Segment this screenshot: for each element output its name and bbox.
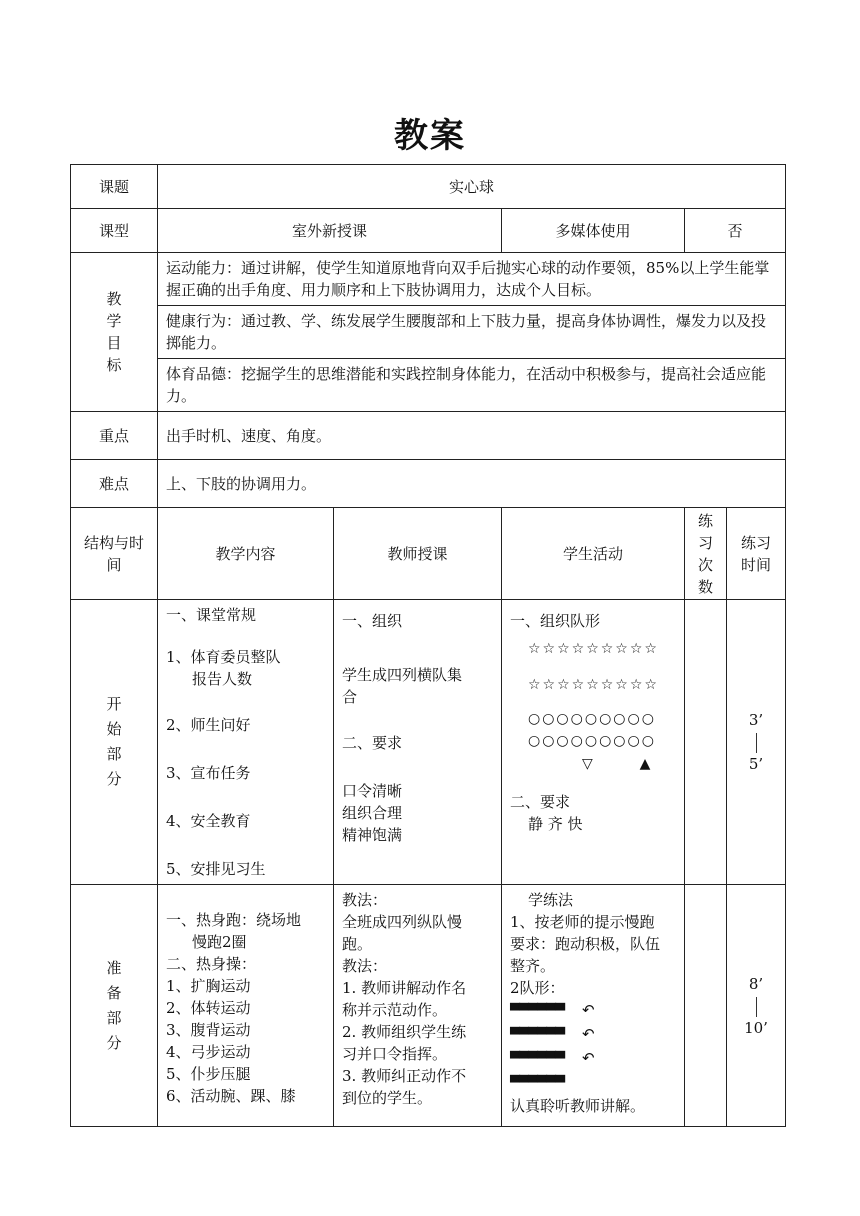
topic-row (71, 165, 786, 209)
difficulty-value: 上、下肢的协调用力。 (158, 460, 786, 508)
start-teacher-item: 精神饱满 (342, 826, 403, 844)
turn-arrow-icon: ↶ (582, 1001, 595, 1019)
start-content-item: 一、课堂常规 (166, 606, 257, 624)
prep-student-item: 学练法 (528, 891, 574, 909)
type-label: 课型 (71, 209, 158, 253)
goal-row-1 (71, 253, 786, 306)
prep-teacher (334, 885, 502, 1127)
time-range-bar (756, 997, 757, 1017)
start-label-text: 开始部分 (106, 695, 122, 788)
type-value: 室外新授课 (158, 209, 502, 253)
prep-student-item: 1、按老师的提示慢跑 (510, 913, 655, 931)
teacher-position-icon: ▽ (582, 756, 595, 772)
goal-health: 健康行为：通过教、学、练发展学生腰腹部和上下肢力量，提高身体协调性，爆发力以及投掷能力。 (158, 306, 786, 359)
header-row (71, 508, 786, 600)
header-practice-count-text: 练习次数 (697, 511, 713, 596)
start-content-item: 报告人数 (192, 670, 253, 688)
prep-student-item: 整齐。 (510, 957, 556, 975)
start-student-req: 二、要求 (510, 793, 571, 811)
header-structure (71, 508, 158, 600)
start-teacher-item: 合 (342, 688, 358, 706)
prep-content-item: 1、扩胸运动 (166, 977, 251, 995)
key-value: 出手时机、速度、角度。 (158, 412, 786, 460)
start-label (71, 600, 158, 885)
start-student (502, 600, 685, 885)
prep-student-end: 认真聆听教师讲解。 (510, 1097, 646, 1115)
goal-row-3 (71, 359, 786, 412)
formation-star-row: ☆☆☆☆☆☆☆☆☆ (528, 677, 659, 693)
page-title: 教案 (394, 116, 466, 156)
prep-practice-time (727, 885, 786, 1127)
prep-teacher-item: 跑。 (342, 935, 373, 953)
start-teacher-item: 口令清晰 (342, 782, 403, 800)
prep-teacher-item: 3. 教师纠正动作不 (342, 1067, 467, 1085)
start-section-row (71, 600, 786, 885)
turn-arrow-icon: ↶ (582, 1049, 595, 1067)
prep-label (71, 885, 158, 1127)
column-formation-row: ▀▀▀▀▀▀ (510, 1004, 564, 1019)
start-practice-time (727, 600, 786, 885)
prep-content-item: 6、活动腕、踝、膝 (166, 1087, 296, 1105)
formation-star-row: ☆☆☆☆☆☆☆☆☆ (528, 641, 659, 657)
start-teacher-item: 一、组织 (342, 612, 403, 630)
start-content (158, 600, 334, 885)
prep-content-item: 慢跑2圈 (192, 933, 247, 951)
prep-label-text: 准备部分 (106, 958, 122, 1052)
prep-time-from: 8’ (748, 974, 764, 993)
header-practice-time (727, 508, 786, 600)
start-content-item: 2、师生问好 (166, 716, 251, 734)
start-teacher-item: 二、要求 (342, 734, 403, 752)
prep-content-item: 一、热身跑：绕场地 (166, 911, 302, 929)
prep-content-item: 5、仆步压腿 (166, 1065, 251, 1083)
prep-content-item: 二、热身操： (166, 955, 257, 973)
start-content-item: 5、安排见习生 (166, 860, 266, 878)
header-teacher: 教师授课 (334, 508, 502, 600)
header-structure-text: 结构与时间 (83, 533, 144, 574)
prep-section-row (71, 885, 786, 1127)
prep-content-item: 2、体转运动 (166, 999, 251, 1017)
key-label: 重点 (71, 412, 158, 460)
start-student-req-value: 静 齐 快 (528, 815, 583, 833)
goals-label-char: 教学目标 (106, 290, 122, 374)
prep-teacher-item: 称并示范动作。 (342, 1001, 448, 1019)
prep-content-item: 4、弓步运动 (166, 1043, 251, 1061)
prep-practice-count (685, 885, 727, 1127)
prep-student-item: 2队形： (510, 979, 565, 997)
start-student-title: 一、组织队形 (510, 612, 601, 630)
prep-teacher-item: 全班成四列纵队慢 (342, 913, 463, 931)
topic-label: 课题 (71, 165, 158, 209)
prep-content-item: 3、腹背运动 (166, 1021, 251, 1039)
header-student: 学生活动 (502, 508, 685, 600)
start-content-item: 4、安全教育 (166, 812, 251, 830)
prep-content (158, 885, 334, 1127)
start-content-item: 3、宣布任务 (166, 764, 251, 782)
column-formation-row: ▀▀▀▀▀▀ (510, 1076, 564, 1091)
media-label: 多媒体使用 (502, 209, 685, 253)
time-range-bar (756, 733, 757, 753)
goal-character: 体育品德：挖掘学生的思维潜能和实践控制身体能力，在活动中积极参与，提高社会适应能力。 (158, 359, 786, 412)
prep-student (502, 885, 685, 1127)
prep-teacher-item: 教法： (342, 891, 388, 909)
demo-position-icon: ▲ (639, 756, 653, 772)
goal-row-2 (71, 306, 786, 359)
start-time-from: 3’ (748, 711, 764, 729)
prep-student-item: 要求：跑动积极，队伍 (510, 935, 661, 953)
formation-circle-row: ○○○○○○○○○ (528, 733, 656, 749)
prep-teacher-item: 1. 教师讲解动作名 (342, 979, 467, 997)
topic-value: 实心球 (158, 165, 786, 209)
header-practice-time-text: 练习时间 (740, 533, 771, 574)
goal-motor: 运动能力：通过讲解，使学生知道原地背向双手后抛实心球的动作要领，85%以上学生能掌握正确的出手角度、用力顺序和上下肢协调用力，达成个人目标。 (158, 253, 786, 306)
turn-arrow-icon: ↶ (582, 1025, 595, 1043)
start-teacher-item: 学生成四列横队集 (342, 666, 463, 684)
prep-teacher-item: 教法： (342, 957, 388, 975)
column-formation-row: ▀▀▀▀▀▀ (510, 1052, 564, 1067)
start-practice-count (685, 600, 727, 885)
prep-teacher-item: 习并口令指挥。 (342, 1045, 448, 1063)
prep-teacher-item: 2. 教师组织学生练 (342, 1023, 467, 1041)
start-content-item: 1、体育委员整队 (166, 648, 281, 666)
key-row (71, 412, 786, 460)
type-row (71, 209, 786, 253)
lesson-plan-table (70, 164, 786, 1127)
column-formation-row: ▀▀▀▀▀▀ (510, 1028, 564, 1043)
difficulty-label: 难点 (71, 460, 158, 508)
header-content: 教学内容 (158, 508, 334, 600)
formation-circle-row: ○○○○○○○○○ (528, 711, 656, 727)
media-value: 否 (685, 209, 786, 253)
header-practice-count (685, 508, 727, 600)
prep-teacher-item: 到位的学生。 (342, 1089, 433, 1107)
difficulty-row (71, 460, 786, 508)
prep-time-to: 10’ (744, 1018, 768, 1037)
start-time-to: 5’ (748, 755, 764, 773)
start-teacher (334, 600, 502, 885)
start-teacher-item: 组织合理 (342, 804, 403, 822)
goals-label (71, 253, 158, 412)
